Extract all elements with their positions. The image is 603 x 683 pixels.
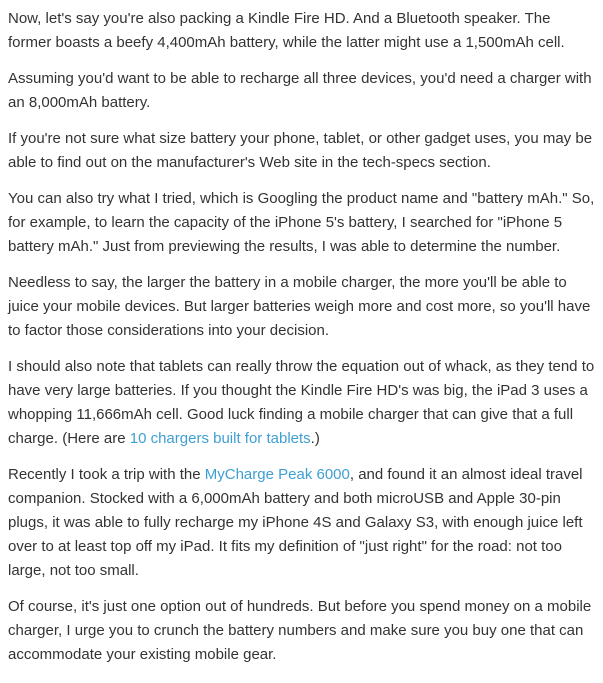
paragraph-googling: You can also try what I tried, which is Googling the product name and "battery mAh." So, for example, to learn the capacity of the iPhone 5's battery, I searched for "iPhone 5 battery mAh." Just from previewing the results, I was able to determine the number. bbox=[8, 190, 595, 255]
paragraph-kindle-speaker: Now, let's say you're also packing a Kindle Fire HD. And a Bluetooth speaker. The former boasts a beefy 4,400mAh battery, while the latter might use a 1,500mAh cell. bbox=[8, 10, 565, 51]
paragraph-larger-battery: Needless to say, the larger the battery in a mobile charger, the more you'll be able to juice your mobile devices. But larger batteries weigh more and cost more, so you'll have to factor those considerations into your decision. bbox=[8, 274, 591, 339]
article-body bbox=[8, 7, 596, 679]
paragraph-mycharge-rest: , and found it an almost ideal travel companion. Stocked with a 6,000mAh battery and both microUSB and Apple 30-pin plugs, it was able to fully recharge my iPhone 4S and Galaxy S3, with enough juice left over to at least top off my iPad. It fits my definition of "just right" for the road: not too large, not too small. bbox=[8, 466, 583, 579]
paragraph-tablets-end: .) bbox=[310, 430, 320, 447]
paragraph-conclusion: Of course, it's just one option out of hundreds. But before you spend money on a mobile charger, I urge you to crunch the battery numbers and make sure you buy one that can accommodate your existing mobile gear. bbox=[8, 598, 592, 663]
paragraph-tablets-text: I should also note that tablets can really throw the equation out of whack, as they tend to have very large batteries. If you thought the Kindle Fire HD's was big, the iPad 3 uses a whopping 11,666mAh cell. Good luck finding a mobile charger that can give that a full charge. (Here are bbox=[8, 358, 595, 447]
paragraph-mycharge-intro: Recently I took a trip with the bbox=[8, 466, 205, 483]
paragraph-tablets bbox=[8, 355, 596, 451]
mycharge-peak-link[interactable]: MyCharge Peak 6000 bbox=[204, 466, 350, 483]
paragraph-mycharge bbox=[8, 463, 596, 583]
tablet-chargers-link[interactable]: 10 chargers built for tablets bbox=[129, 430, 311, 447]
paragraph-charger-capacity: Assuming you'd want to be able to recharge all three devices, you'd need a charger with an 8,000mAh battery. bbox=[8, 70, 592, 111]
paragraph-tech-specs: If you're not sure what size battery your phone, tablet, or other gadget uses, you may be able to find out on the manufacturer's Web site in the tech-specs section. bbox=[8, 130, 593, 171]
